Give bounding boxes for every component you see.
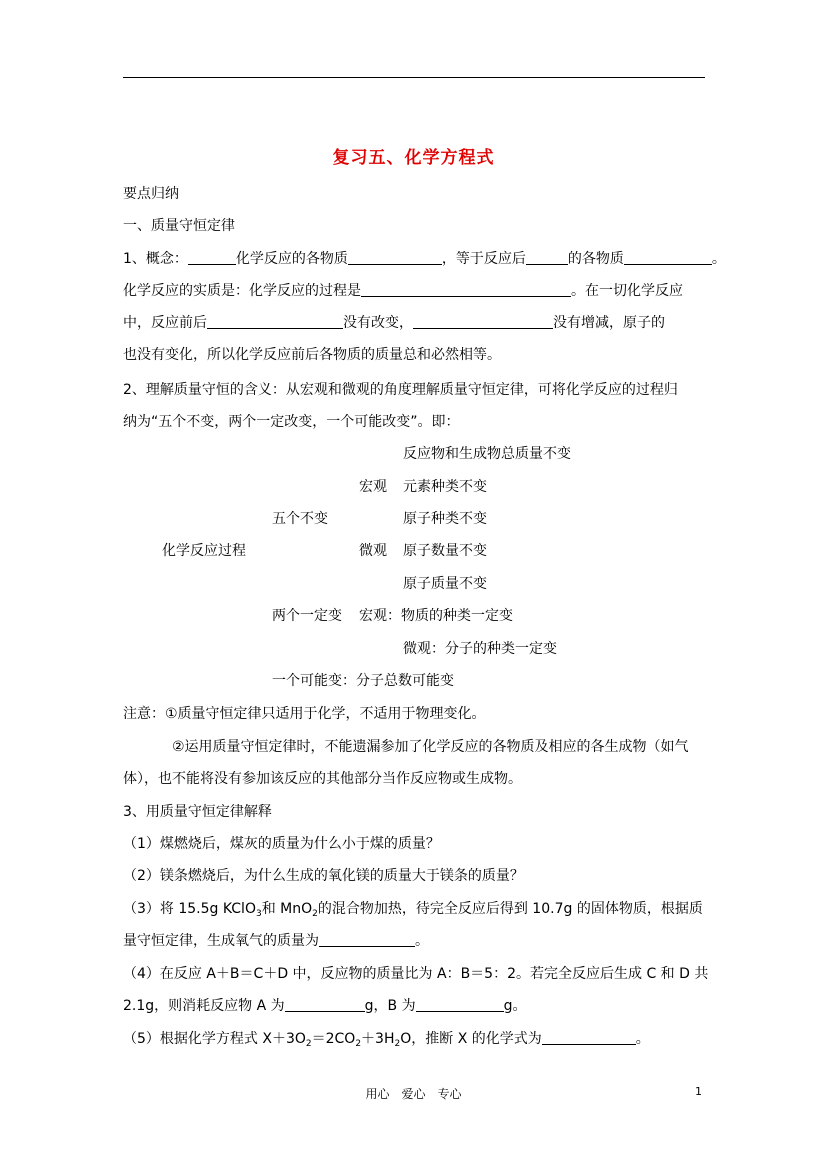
note-line-3: 体），也不能将没有参加该反应的其他部分当作反应物或生成物。 <box>123 771 522 787</box>
fill-blank[interactable] <box>413 314 553 329</box>
question-3-line-2 <box>123 931 429 951</box>
concept-line-4: 也没有变化，所以化学反应前后各物质的质量总和必然相等。 <box>123 347 501 363</box>
text: ＝2CO <box>311 1031 356 1047</box>
question-1: （1）煤燃烧后，煤灰的质量为什么小于煤的质量？ <box>123 836 440 852</box>
summary-heading: 要点归纳 <box>123 186 179 202</box>
text: （5）根据化学方程式 X＋3O <box>123 1031 306 1047</box>
meaning-line-2: 纳为“五个不变，两个一定改变，一个可能改变”。即： <box>123 414 460 430</box>
text: 化学反应的各物质 <box>235 251 348 267</box>
question-2: （2）镁条燃烧后，为什么生成的氧化镁的质量大于镁条的质量？ <box>123 868 524 884</box>
subscript: 2 <box>305 1039 312 1049</box>
question-4-line-1: （4）在反应 A＋B＝C＋D 中，反应物的质量比为 A：B＝5：2。若完全反应后生成 C 和 D 共 <box>123 966 709 982</box>
fill-blank[interactable] <box>188 250 236 265</box>
concept-line-3 <box>123 313 665 333</box>
fill-blank[interactable] <box>624 250 712 265</box>
page-number: 1 <box>695 1085 702 1098</box>
text: 的混合物加热，待完全反应后得到 10.7g 的固体物质，根据质 <box>317 901 703 917</box>
text: 的各物质 <box>567 251 624 267</box>
text: 。在一切化学反应 <box>571 283 683 299</box>
subscript: 2 <box>312 909 318 919</box>
fill-blank[interactable] <box>285 997 365 1012</box>
text: 没有改变， <box>343 315 413 331</box>
diagram-label-two: 两个一定变 <box>272 608 342 624</box>
text: 中，反应前后 <box>123 315 207 331</box>
section-1-heading: 一、质量守恒定律 <box>123 218 235 234</box>
concept-line-1 <box>123 249 726 269</box>
text: 。 <box>711 251 726 267</box>
subscript: 2 <box>355 1039 362 1049</box>
diagram-item: 宏观：物质的种类一定变 <box>359 608 513 624</box>
diagram-label-one: 一个可能变：分子总数可能变 <box>272 673 454 689</box>
diagram-item: 元素种类不变 <box>403 479 487 495</box>
diagram-label-five: 五个不变 <box>272 511 328 527</box>
diagram-item: 微观：分子的种类一定变 <box>403 641 557 657</box>
note-line-2: ②运用质量守恒定律时，不能遗漏参加了化学反应的各物质及相应的各生成物（如气 <box>172 739 689 755</box>
question-3-line-1 <box>123 899 703 919</box>
fill-blank[interactable] <box>348 250 442 265</box>
text: 和 MnO <box>261 901 313 917</box>
meaning-line-1: 2、理解质量守恒的含义：从宏观和微观的角度理解质量守恒定律，可将化学反应的过程归 <box>123 382 678 398</box>
text: ＋3H <box>361 1031 395 1047</box>
fill-blank[interactable] <box>526 250 568 265</box>
diagram-root: 化学反应过程 <box>162 543 246 559</box>
text: （3）将 15.5g KClO <box>123 901 256 917</box>
fill-blank[interactable] <box>207 314 343 329</box>
diagram-label-micro: 微观 <box>359 543 387 559</box>
text: 1、概念： <box>123 251 188 267</box>
text: 化学反应的实质是：化学反应的过程是 <box>123 283 361 299</box>
subscript: 3 <box>255 909 262 919</box>
fill-blank[interactable] <box>361 282 571 297</box>
question-5 <box>123 1029 650 1049</box>
text: 。 <box>415 933 429 949</box>
question-4-line-2 <box>123 996 526 1016</box>
text: 。 <box>635 1031 650 1047</box>
diagram-label-macro: 宏观 <box>359 479 387 495</box>
concept-line-2 <box>123 281 683 301</box>
fill-blank[interactable] <box>319 932 415 947</box>
note-line-1: 注意：①质量守恒定律只适用于化学，不适用于物理变化。 <box>123 706 486 722</box>
fill-blank[interactable] <box>416 997 504 1012</box>
diagram-item: 反应物和生成物总质量不变 <box>403 446 571 462</box>
page-title: 复习五、化学方程式 <box>332 148 495 168</box>
text: ，等于反应后 <box>441 251 526 267</box>
text: g，B 为 <box>364 998 416 1014</box>
subscript: 2 <box>394 1039 401 1049</box>
fill-blank[interactable] <box>542 1030 636 1045</box>
text: g。 <box>503 998 527 1014</box>
diagram-item: 原子种类不变 <box>403 511 487 527</box>
text: 没有增减，原子的 <box>553 315 665 331</box>
header-rule <box>123 77 705 78</box>
text: 2.1g，则消耗反应物 A 为 <box>123 998 285 1014</box>
text: O，推断 X 的化学式为 <box>400 1031 542 1047</box>
text: 量守恒定律，生成氧气的质量为 <box>123 933 319 949</box>
section-3-heading: 3、用质量守恒定律解释 <box>123 804 272 820</box>
diagram-item: 原子质量不变 <box>403 576 487 592</box>
page-footer: 用心 爱心 专心 <box>365 1087 462 1101</box>
diagram-item: 原子数量不变 <box>403 543 487 559</box>
